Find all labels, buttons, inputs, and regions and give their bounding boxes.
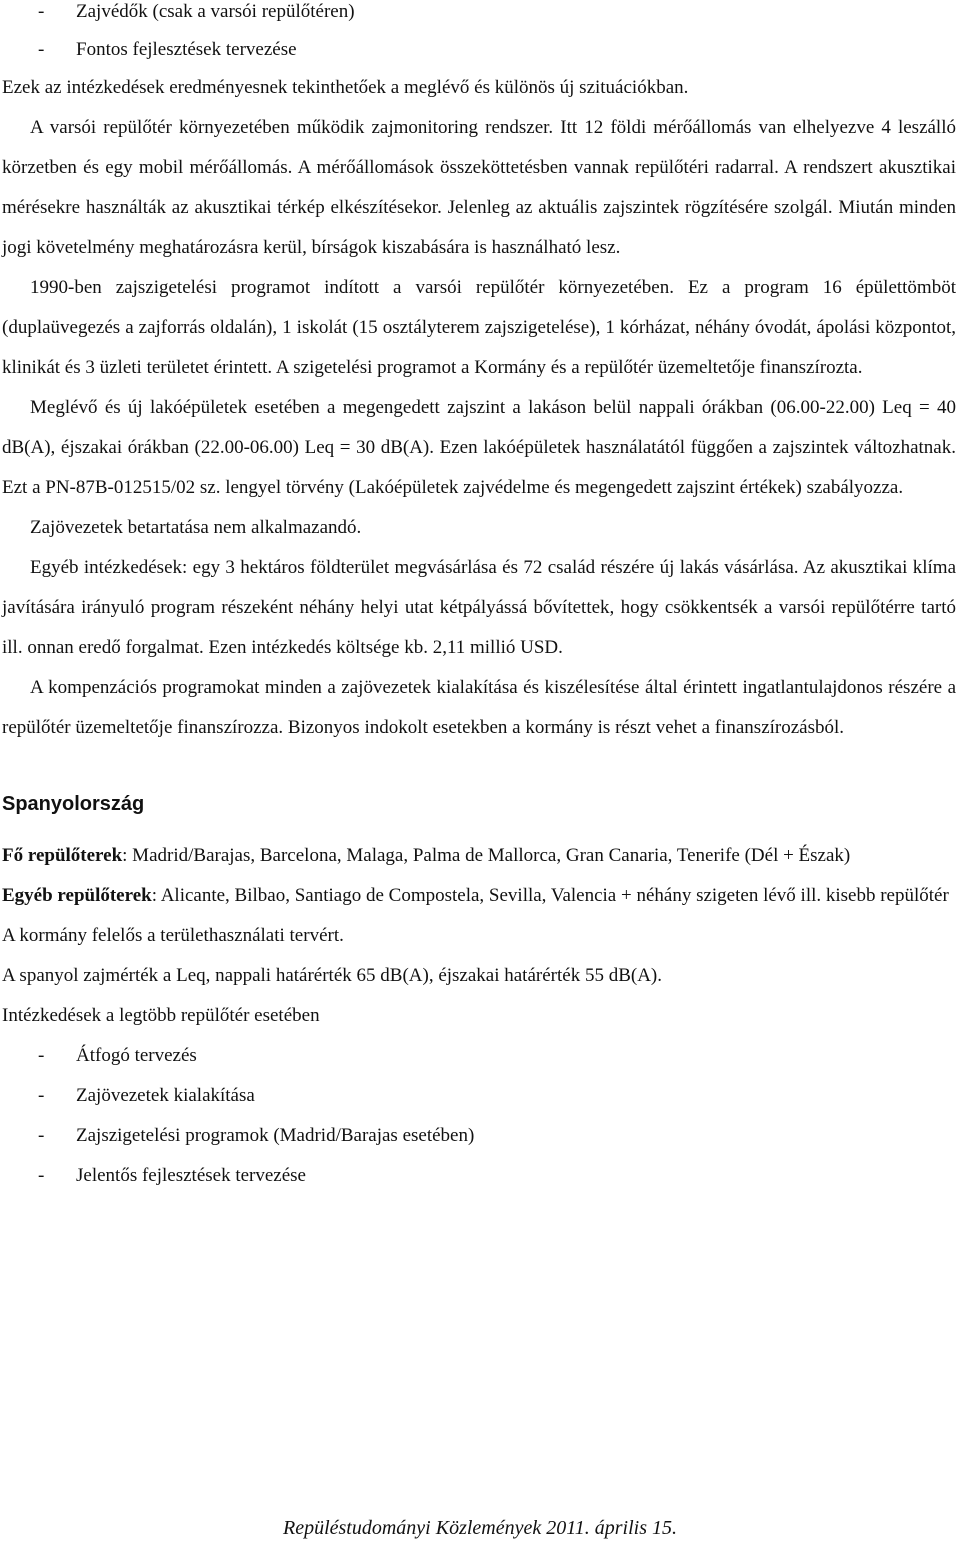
list-dash: - <box>38 39 45 60</box>
list-item-text: Zajövezetek kialakítása <box>76 1085 255 1106</box>
paragraph: A spanyol zajmérték a Leq, nappali határérték 65 dB(A), éjszakai határérték 55 dB(A). <box>2 965 662 986</box>
section-heading: Spanyolország <box>2 793 145 815</box>
paragraph: 1990-ben zajszigetelési programot indított a varsói repülőtér környezetében. Ez a program 16 épülettömböt (duplaüvegezés a zajforrás oldalán), 1 iskolát (15 osztályterem zajszigetelése), 1 kórházat, néhány óvodát, ápolási központot, klinikát és 3 üzleti területet érintett. A szigetelési programot a Kormány és a repülőtér üzemeltetője finanszírozta. <box>2 277 956 378</box>
list-item <box>2 1076 956 1116</box>
list-item-text: Zajvédők (csak a varsói repülőtéren) <box>76 1 355 22</box>
other-airports-label: Egyéb repülőterek <box>2 885 152 906</box>
main-airports-paragraph <box>2 836 956 876</box>
paragraph: Ezek az intézkedések eredményesnek tekinthetőek a meglévő és különös új szituációkban. <box>2 77 689 98</box>
other-airports-text: : Alicante, Bilbao, Santiago de Compostela, Sevilla, Valencia + néhány szigeten lévő ill. kisebb repülőtér <box>151 885 949 906</box>
list-item <box>2 38 956 76</box>
list-item <box>2 0 956 38</box>
list-item-text: Fontos fejlesztések tervezése <box>76 39 297 60</box>
spacer <box>2 748 956 784</box>
main-airports-text: : Madrid/Barajas, Barcelona, Malaga, Palma de Mallorca, Gran Canaria, Tenerife (Dél + Észak) <box>122 845 851 866</box>
other-airports-paragraph <box>2 876 956 916</box>
spacer <box>2 824 956 836</box>
page-content <box>2 0 956 1196</box>
paragraph: Egyéb intézkedések: egy 3 hektáros földterület megvásárlása és 72 család részére új lakás vásárlása. Az akusztikai klíma javítására irányuló program részeként néhány helyi utat kétpályássá bővítettek, hogy csökkentsék a varsói repülőtérre tartó ill. onnan eredő forgalmat. Ezen intézkedés költsége kb. 2,11 millió USD. <box>2 557 956 658</box>
list-item-text: Átfogó tervezés <box>76 1045 197 1066</box>
list-dash: - <box>38 1125 45 1146</box>
main-airports-label: Fő repülőterek <box>2 845 123 866</box>
paragraph: Intézkedések a legtöbb repülőtér esetében <box>2 1005 320 1026</box>
list-item <box>2 1156 956 1196</box>
list-dash: - <box>38 1 45 22</box>
bottom-list <box>2 1036 956 1196</box>
page-footer: Repüléstudományi Közlemények 2011. április 15. <box>282 1517 677 1539</box>
paragraph: Meglévő és új lakóépületek esetében a megengedett zajszint a lakáson belül nappali órákban (06.00-22.00) Leq = 40 dB(A), éjszakai órákban (22.00-06.00) Leq = 30 dB(A). Ezen lakóépületek használatától függően a zajszintek változhatnak. Ezt a PN-87B-012515/02 sz. lengyel törvény (Lakóépületek zajvédelme és megengedett zajszint értékek) szabályozza. <box>2 397 956 498</box>
list-item-text: Zajszigetelési programok (Madrid/Barajas esetében) <box>76 1125 475 1146</box>
list-item <box>2 1116 956 1156</box>
list-dash: - <box>38 1165 45 1186</box>
paragraph: A varsói repülőtér környezetében működik zajmonitoring rendszer. Itt 12 földi mérőállomás van elhelyezve 4 leszálló körzetben és egy mobil mérőállomás. A mérőállomások összeköttetésben vannak repülőtéri radarral. A rendszert akusztikai mérésekre használták az akusztikai térkép elkészítésekor. Jelenleg az aktuális zajszintek rögzítésére szolgál. Miután minden jogi követelmény meghatározásra kerül, bírságok kiszabására is használható lesz. <box>2 117 956 258</box>
paragraph: A kormány felelős a területhasználati tervért. <box>2 925 344 946</box>
paragraph: A kompenzációs programokat minden a zajövezetek kialakítása és kiszélesítése által érintett ingatlantulajdonos részére a repülőtér üzemeltetője finanszírozza. Bizonyos indokolt esetekben a kormány is részt vehet a finanszírozásból. <box>2 677 956 738</box>
list-dash: - <box>38 1085 45 1106</box>
list-dash: - <box>38 1045 45 1066</box>
list-item <box>2 1036 956 1076</box>
paragraph: Zajövezetek betartatása nem alkalmazandó. <box>30 517 362 538</box>
list-item-text: Jelentős fejlesztések tervezése <box>76 1165 306 1186</box>
